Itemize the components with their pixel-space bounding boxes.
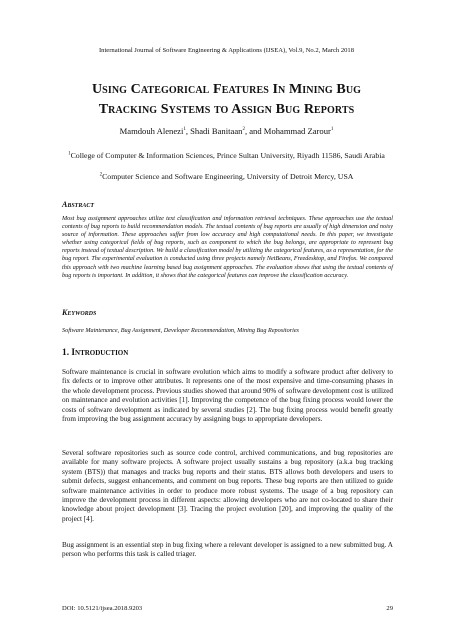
body-paragraph: Bug assignment is an essential step in bug fixing where a relevant developer is assigned to a new submitted bug. A person who performs this task is called triager.	[62, 541, 393, 559]
author-affil-sup: 1	[183, 127, 186, 133]
author-name: Mohammad Zarour	[263, 126, 331, 136]
abstract-heading: Abstract	[62, 200, 95, 209]
affiliation-2	[40, 172, 413, 182]
page-number: 29	[386, 605, 393, 612]
body-paragraph: Several software repositories such as source code control, archived communications, and bug repositories are available for many software projects. A software project usually sustains a bug repository (a.k.a bug tracking system (BTS)) that manages and tracks bug reports and their status. BTS allows both developers and users to submit defects, suggest enhancements, and comment on bug reports. These bug reports are then utilized to guide software maintenance activities in order to produce more robust systems. The usage of a bug repository can improve the development process in different aspects: allowing developers who are not co-located to share their knowledge about project development [3]. Tracing the project evolution [20], and improving the quality of the project [4].	[62, 449, 393, 523]
title-line-1: Using Categorical Features In Mining Bug	[91, 82, 362, 97]
affiliation-sup: 1	[68, 151, 71, 157]
title-line-2: Tracking Systems to Assign Bug Reports	[98, 102, 355, 117]
affiliation-sup: 2	[99, 172, 103, 178]
affiliation-text: Computer Science and Software Engineering, University of Detroit Mercy, USA	[102, 172, 354, 181]
affiliation-1	[40, 151, 413, 161]
paper-title	[40, 80, 413, 120]
keywords-text: Software Maintenance, Bug Assignment, Developer Recommendation, Mining Bug Repositories	[62, 327, 299, 334]
author-name: Mamdouh Alenezi	[119, 126, 184, 136]
body-paragraph: Software maintenance is crucial in software evolution which aims to modify a software product after delivery to fix defects or to improve other attributes. It represents one of the most expensive and time-consuming phases in the whole development process. Previous studies showed that around 90% of software development cost is utilized on maintenance and evolution activities [1]. Improving the competence of the bug fixing process would lower the costs of software development as indicated by several studies [2]. The bug fixing process would benefit greatly from improving the bug assignment accuracy by assigning bugs to appropriate developers.	[62, 368, 393, 424]
author-separator: ,	[185, 126, 191, 136]
keywords-heading: Keywords	[62, 308, 97, 317]
author-affil-sup: 1	[330, 127, 334, 133]
author-separator: , and	[244, 126, 264, 136]
introduction-heading: 1. Introduction	[62, 348, 129, 358]
author-list	[0, 126, 453, 136]
affiliation-text: College of Computer & Information Sciences, Prince Sultan University, Riyadh 11586, Saudi Arabia	[70, 151, 385, 160]
doi-text: DOI: 10.5121/ijsea.2018.9203	[62, 605, 143, 612]
abstract-text: Most bug assignment approaches utilize text classification and information retrieval techniques. These approaches use the textual contents of bug reports to build recommendation models. The textual contents of bug reports are usually of high dimension and noisy source of information. These approaches suffer from low accuracy and high computational needs. In this paper, we investigate whether using categorical fields of bug reports, such as component to which the bug belongs, are appropriate to represent bug reports instead of textual description. We build a classification model by utilizing the categorical features, as a representation, for the bug report. The experimental evaluation is conducted using three projects namely NetBeans, Freedesktop, and Firefox. We compared this approach with two machine learning based bug assignment approaches. The evaluation shows that using the textual contents of bug reports is important. In addition, it shows that the categorical features can improve the classification accuracy.	[62, 215, 393, 279]
author-name: Shadi Banitaan	[190, 126, 243, 136]
author-affil-sup: 2	[242, 127, 245, 133]
journal-header: International Journal of Software Engineering & Applications (IJSEA), Vol.9, No.2, March 2018	[98, 47, 355, 54]
